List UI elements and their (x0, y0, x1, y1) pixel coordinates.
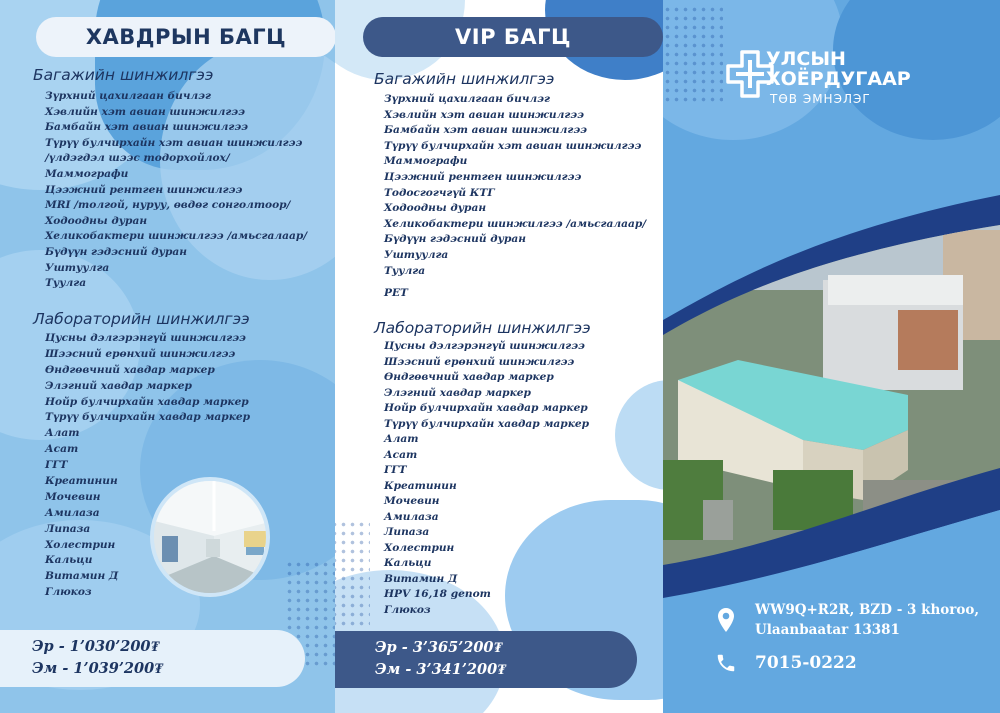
list-item: MRI /толгой, нуруу, өвдөг сонголтоор/ (45, 199, 291, 212)
list-item: Маммографи (45, 167, 129, 180)
list-item: Нойр булчирхайн хавдар маркер (384, 402, 588, 414)
list-item: Элэгний хавдар маркер (45, 379, 192, 392)
left-price-female: Эм - 1’039’200₮ (32, 660, 164, 677)
middle-instrumental-title: Багажийн шинжилгээ (374, 70, 555, 88)
list-item: Алат (45, 427, 80, 440)
left-price-male: Эр - 1’030’200₮ (32, 638, 160, 655)
list-item: Бамбайн хэт авиан шинжилгээ (45, 121, 249, 134)
list-item: Креатинин (384, 479, 457, 492)
list-item: Маммографи (384, 155, 468, 168)
left-package-title: ХАВДРЫН БАГЦ (36, 17, 335, 57)
list-item: Түрүү булчирхайн хэт авиан шинжилгээ (384, 139, 642, 152)
list-item: Уштуулга (45, 261, 110, 274)
list-item: Өндгөвчний хавдар маркер (384, 371, 554, 383)
middle-instrumental-list (384, 92, 646, 302)
list-item: Хэвлийн хэт авиан шинжилгээ (384, 108, 584, 121)
list-item: Зүрхний цахилгаан бичлэг (45, 90, 211, 102)
list-item: Бамбайн хэт авиан шинжилгээ (384, 124, 588, 137)
left-panel (0, 0, 335, 713)
list-item: Мочевин (384, 495, 440, 507)
right-panel (663, 0, 1000, 713)
middle-laboratory-list (384, 339, 589, 618)
address-line2: Ulaanbaatar 13381 (755, 622, 900, 638)
list-item: Түрүү булчирхайн хавдар маркер (45, 411, 251, 424)
list-item: Алат (384, 433, 419, 445)
left-price-box (0, 630, 305, 687)
list-item: Цээжний рентген шинжилгээ (384, 170, 582, 183)
list-item: Цусны дэлгэрэнгүй шинжилгээ (384, 340, 585, 352)
middle-price-box (335, 631, 637, 688)
list-item: Хеликобактери шинжилгээ /амьсгалаар/ (45, 230, 308, 243)
list-item: ГГТ (384, 464, 407, 476)
list-item: Цээжний рентген шинжилгээ (45, 183, 243, 196)
list-item: Липаза (45, 522, 91, 535)
list-item: Туулга (384, 264, 426, 277)
list-item: Кальци (45, 554, 93, 567)
decor-dots (335, 520, 370, 630)
list-item: Асат (384, 448, 418, 461)
list-item: Амилаза (384, 510, 439, 523)
list-item: Тодосгогчгүй КТГ (384, 186, 495, 199)
middle-price-male: Эр - 3’365’200₮ (375, 639, 503, 656)
list-item: PET (384, 287, 408, 300)
logo-text-line3: ТӨВ ЭМНЭЛЭГ (770, 92, 871, 106)
list-item: Витамин Д (384, 572, 458, 585)
list-item: Элэгний хавдар маркер (384, 386, 531, 399)
list-item: Шээсний ерөнхий шинжилгээ (45, 347, 236, 360)
list-item: Нойр булчирхайн хавдар маркер (45, 395, 249, 408)
hospital-logo (728, 48, 911, 118)
list-item: Цусны дэлгэрэнгүй шинжилгээ (45, 332, 246, 344)
list-item: Липаза (384, 526, 430, 538)
list-item: Амилаза (45, 506, 100, 519)
list-item: Хэвлийн хэт авиан шинжилгээ (45, 105, 245, 118)
list-item: Хеликобактери шинжилгээ /амьсгалаар/ (384, 217, 647, 230)
list-item: Мочевин (45, 490, 101, 503)
middle-panel (335, 0, 663, 713)
phone-icon (715, 652, 737, 674)
middle-package-title: VIP БАГЦ (363, 17, 663, 57)
decor-blob (615, 380, 663, 490)
list-item: Түрүү булчирхайн хэт авиан шинжилгээ (45, 136, 303, 149)
address-line1: WW9Q+R2R, BZD - 3 khoroo, (755, 602, 980, 618)
list-item: Глюкоз (384, 603, 431, 616)
middle-laboratory-title: Лабораторийн шинжилгээ (374, 319, 591, 337)
list-item: Холестрин (45, 538, 116, 551)
list-item: Бүдүүн гэдэсний дуран (384, 233, 526, 246)
left-instrumental-title: Багажийн шинжилгээ (33, 66, 214, 84)
list-item: HPV 16,18 genom (384, 588, 491, 600)
list-item: Глюкоз (45, 586, 92, 599)
logo-text-line1: УЛСЫН (766, 48, 846, 70)
left-instrumental-list (45, 89, 307, 292)
list-item: Ходоодны дуран (45, 214, 148, 227)
list-item: ГГТ (45, 459, 68, 472)
list-item: Холестрин (384, 541, 455, 554)
phone-number: 7015-0222 (755, 653, 857, 673)
list-item: Түрүү булчирхайн хавдар маркер (384, 417, 590, 430)
logo-text-line2: ХОЁРДУГААР (766, 68, 911, 90)
list-item: Шээсний ерөнхий шинжилгээ (384, 355, 575, 368)
list-item: Креатинин (45, 475, 118, 488)
list-item: Ходоодны дуран (384, 202, 487, 215)
left-laboratory-title: Лабораторийн шинжилгээ (33, 310, 250, 328)
list-item: Өндгөвчний хавдар маркер (45, 363, 215, 376)
middle-price-female: Эм - 3’341’200₮ (375, 661, 507, 678)
list-item: Зүрхний цахилгаан бичлэг (384, 93, 550, 105)
list-item: Асат (45, 443, 79, 456)
list-item: /үлдэгдэл шээс тодорхойлох/ (45, 152, 230, 165)
location-pin-icon (717, 607, 735, 633)
list-item: Кальци (384, 557, 432, 569)
list-item: Бүдүүн гэдэсний дуран (45, 245, 187, 258)
list-item: Витамин Д (45, 570, 119, 583)
list-item: Туулга (45, 277, 87, 290)
list-item: Уштуулга (384, 248, 449, 261)
hospital-corridor-photo (150, 477, 270, 597)
